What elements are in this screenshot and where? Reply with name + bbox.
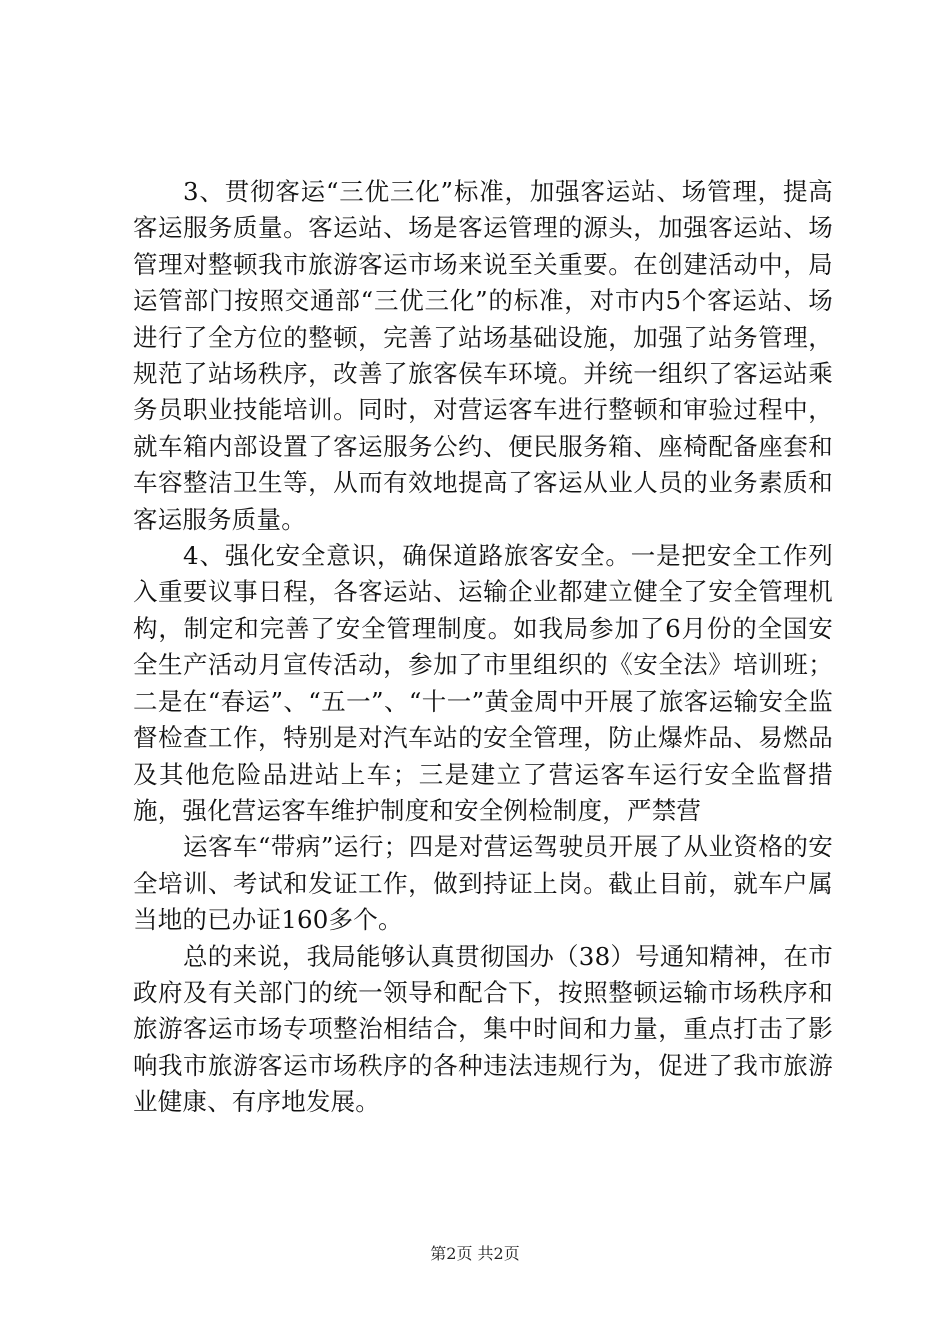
paragraph-safety-awareness: 4、强化安全意识，确保道路旅客安全。一是把安全工作列入重要议事日程，各客运站、运输企业都建立健全了安全管理机构，制定和完善了安全管理制度。如我局参加了6月份的全国安全生产活动月宣传活动，参加了市里组织的《安全法》培训班；二是在“春运”、“五一”、“十一”黄金周中开展了旅客运输安全监督检查工作，特别是对汽车站的安全管理，防止爆炸品、易燃品及其他危险品进站上车；三是建立了营运客车运行安全监督措施，强化营运客车维护制度和安全例检制度，严禁营 <box>133 541 833 825</box>
paragraph-driver-certification: 运客车“带病”运行；四是对营运驾驶员开展了从业资格的安全培训、考试和发证工作，做到持证上岗。截止目前，就车户属当地的已办证160多个。 <box>133 832 833 935</box>
paragraph-summary: 总的来说，我局能够认真贯彻国办（38）号通知精神，在市政府及有关部门的统一领导和配合下，按照整顿运输市场秩序和旅游客运市场专项整治相结合，集中时间和力量，重点打击了影响我市旅游客运市场秩序的各种违法违规行为，促进了我市旅游业健康、有序地发展。 <box>133 941 833 1117</box>
document-body <box>133 174 833 1121</box>
page-footer: 第2页 共2页 <box>430 1244 520 1263</box>
paragraph-passenger-station-management: 3、贯彻客运“三优三化”标准，加强客运站、场管理，提高客运服务质量。客运站、场是客运管理的源头，加强客运站、场管理对整顿我市旅游客运市场来说至关重要。在创建活动中，局运管部门按照交通部“三优三化”的标准，对市内5个客运站、场进行了全方位的整顿，完善了站场基础设施，加强了站务管理，规范了站场秩序，改善了旅客侯车环境。并统一组织了客运站乘务员职业技能培训。同时，对营运客车进行整顿和审验过程中，就车箱内部设置了客运服务公约、便民服务箱、座椅配备座套和车容整洁卫生等，从而有效地提高了客运从业人员的业务素质和客运服务质量。 <box>133 177 833 534</box>
